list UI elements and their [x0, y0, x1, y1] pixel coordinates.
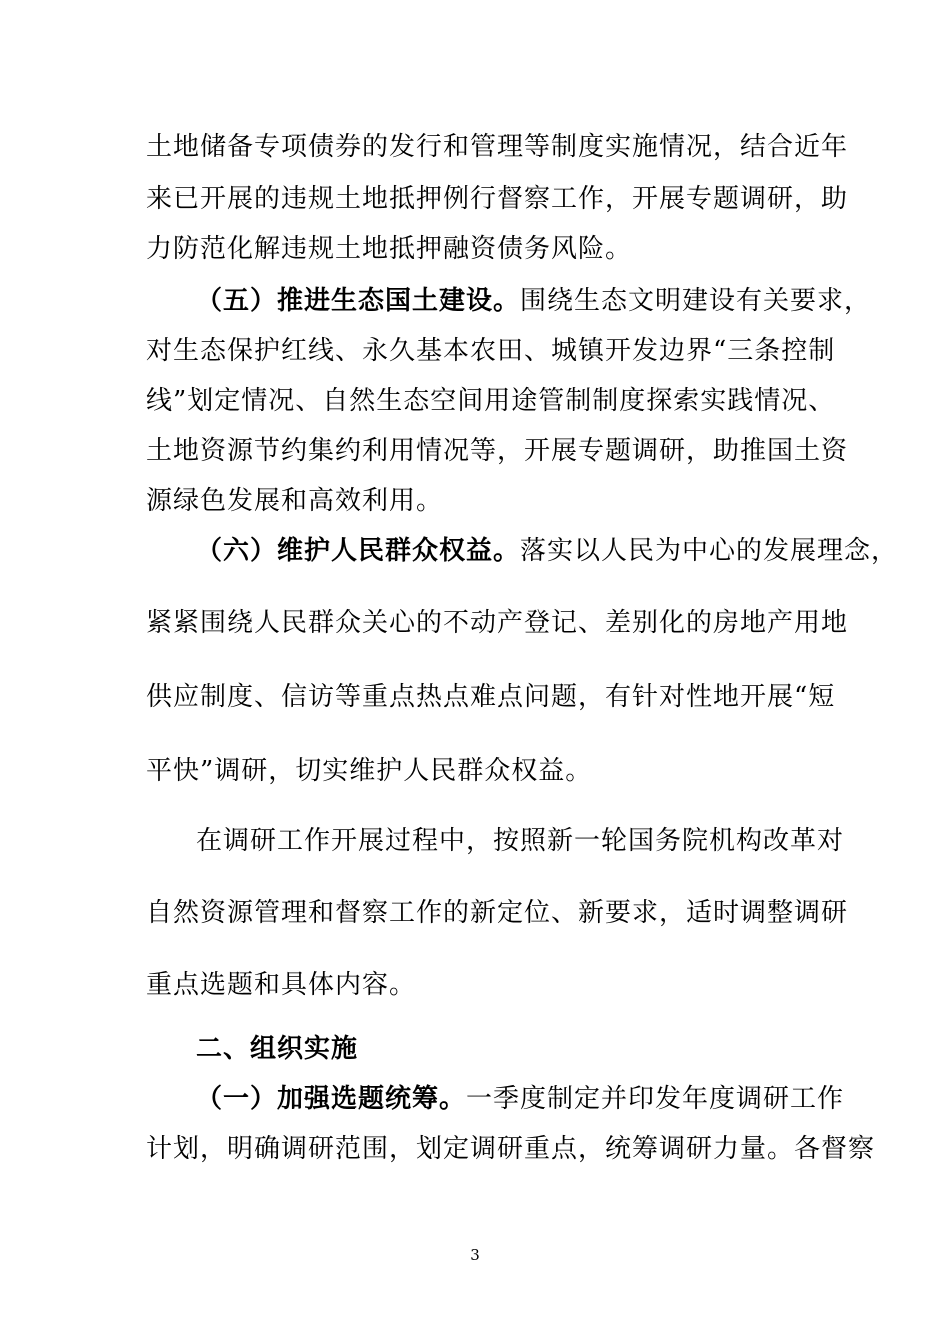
paragraph-line: 力防范化解违规土地抵押融资债务风险。 [146, 234, 633, 264]
paragraph-line: 土地资源节约集约利用情况等，开展专题调研，助推国土资 [146, 436, 849, 466]
paragraph-first-line: 在调研工作开展过程中，按照新一轮国务院机构改革对 [196, 826, 845, 856]
section6-first-rest: 落实以人民为中心的发展理念， [520, 536, 899, 566]
section5-first-line [196, 284, 872, 318]
section6-first-line [196, 534, 899, 568]
paragraph-line: 源绿色发展和高效利用。 [146, 486, 444, 516]
section6-title: （六）维护人民群众权益。 [196, 536, 521, 566]
paragraph-line: 计划，明确调研范围，划定调研重点，统筹调研力量。各督察 [146, 1134, 876, 1164]
paragraph-line: 重点选题和具体内容。 [146, 970, 417, 1000]
section5-first-rest: 围绕生态文明建设有关要求， [520, 286, 872, 316]
paragraph-line: 线”划定情况、自然生态空间用途管制制度探索实践情况、 [146, 386, 836, 416]
subsection1-title: （一）加强选题统筹。 [196, 1084, 467, 1114]
paragraph-line: 土地储备专项债券的发行和管理等制度实施情况，结合近年 [146, 132, 849, 162]
paragraph-line: 来已开展的违规土地抵押例行督察工作，开展专题调研，助 [146, 184, 849, 214]
subsection1-first-rest: 一季度制定并印发年度调研工作 [466, 1084, 845, 1114]
paragraph-line: 供应制度、信访等重点热点难点问题，有针对性地开展“短 [146, 682, 836, 712]
section-heading: 二、组织实施 [196, 1034, 359, 1064]
section5-title: （五）推进生态国土建设。 [196, 286, 521, 316]
paragraph-line: 平快”调研，切实维护人民群众权益。 [146, 756, 593, 786]
paragraph-line: 对生态保护红线、永久基本农田、城镇开发边界“三条控制 [146, 336, 836, 366]
page-number: 3 [470, 1246, 480, 1264]
paragraph-line: 紧紧围绕人民群众关心的不动产登记、差别化的房地产用地 [146, 608, 849, 638]
subsection1-first-line [196, 1082, 845, 1116]
paragraph-line: 自然资源管理和督察工作的新定位、新要求，适时调整调研 [146, 898, 849, 928]
